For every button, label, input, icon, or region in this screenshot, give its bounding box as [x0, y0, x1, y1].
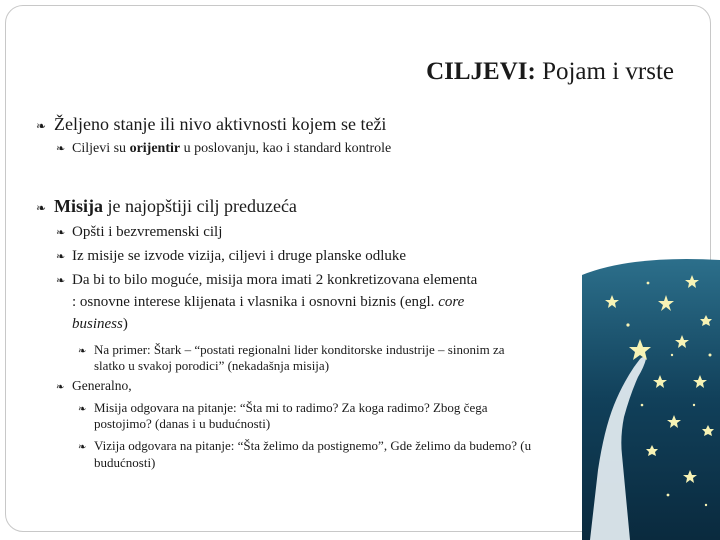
bullet-continuation [94, 455, 155, 471]
bullet-continuation [94, 358, 329, 374]
bullet-icon: ❧ [56, 382, 65, 393]
bullet-icon: ❧ [78, 346, 87, 357]
bullet-text: u poslovanju, kao i standard kontrole [180, 141, 392, 156]
bullet-item [56, 248, 406, 265]
bullet-text: Na primer: Štark – “postati regionalni lider konditorske industrije – sinonim za [94, 342, 505, 357]
bullet-text: Opšti i bezvremenski cilj [72, 224, 223, 240]
bullet-item [56, 224, 222, 241]
bullet-continuation [94, 416, 270, 432]
bullet-icon: ❧ [78, 404, 87, 415]
bullet-item [78, 400, 488, 416]
bullet-item [56, 378, 132, 394]
bullet-item [56, 272, 477, 289]
bullet-item [78, 438, 531, 454]
bullet-emphasis: orijentir [129, 141, 181, 156]
bullet-item [56, 141, 391, 157]
bullet-text: Ciljevi su [72, 141, 130, 156]
bullet-italic: business [72, 316, 123, 332]
bullet-text: Željeno stanje ili nivo aktivnosti kojem se teži [54, 114, 387, 134]
bullet-text: : osnovne interese klijenata i vlasnika i osnovni biznis (engl. [72, 294, 439, 310]
bullet-icon: ❧ [36, 201, 47, 215]
bullet-text: ) [122, 316, 128, 332]
bullet-text: postojimo? (danas i u budućnosti) [94, 416, 271, 431]
bullet-continuation [72, 294, 464, 311]
bullet-text: Iz misije se izvode vizija, ciljevi i druge planske odluke [72, 248, 407, 264]
bullet-item [78, 342, 505, 358]
bullet-continuation [72, 316, 128, 333]
bullet-icon: ❧ [36, 119, 47, 133]
bullet-text: budućnosti) [94, 455, 156, 470]
bullet-emphasis: Misija [54, 196, 103, 216]
bullet-text: Vizija odgovara na pitanje: “Šta želimo da postignemo”, Gde želimo da budemo? (u [94, 438, 532, 453]
bullet-text: slatko u svakoj porodici” (nekadašnja misija) [94, 358, 330, 373]
bullet-text: je najopštiji cilj preduzeća [103, 196, 297, 216]
bullet-text: Da bi to bilo moguće, misija mora imati 2 konkretizovana elementa [72, 272, 478, 288]
bullet-item [36, 196, 297, 217]
bullet-italic: core [438, 294, 465, 310]
bullet-text: Misija odgovara na pitanje: “Šta mi to radimo? Za koga radimo? Zbog čega [94, 400, 488, 415]
title-keyword: CILJEVI: [426, 58, 536, 85]
bullet-icon: ❧ [56, 227, 66, 239]
title-subtitle: Pojam i vrste [535, 58, 674, 85]
bullet-item [36, 114, 386, 135]
bullet-icon: ❧ [78, 442, 87, 453]
bullet-icon: ❧ [56, 251, 66, 263]
bullet-text: Generalno, [72, 378, 132, 393]
bullet-icon: ❧ [56, 275, 66, 287]
bullet-icon: ❧ [56, 143, 66, 155]
